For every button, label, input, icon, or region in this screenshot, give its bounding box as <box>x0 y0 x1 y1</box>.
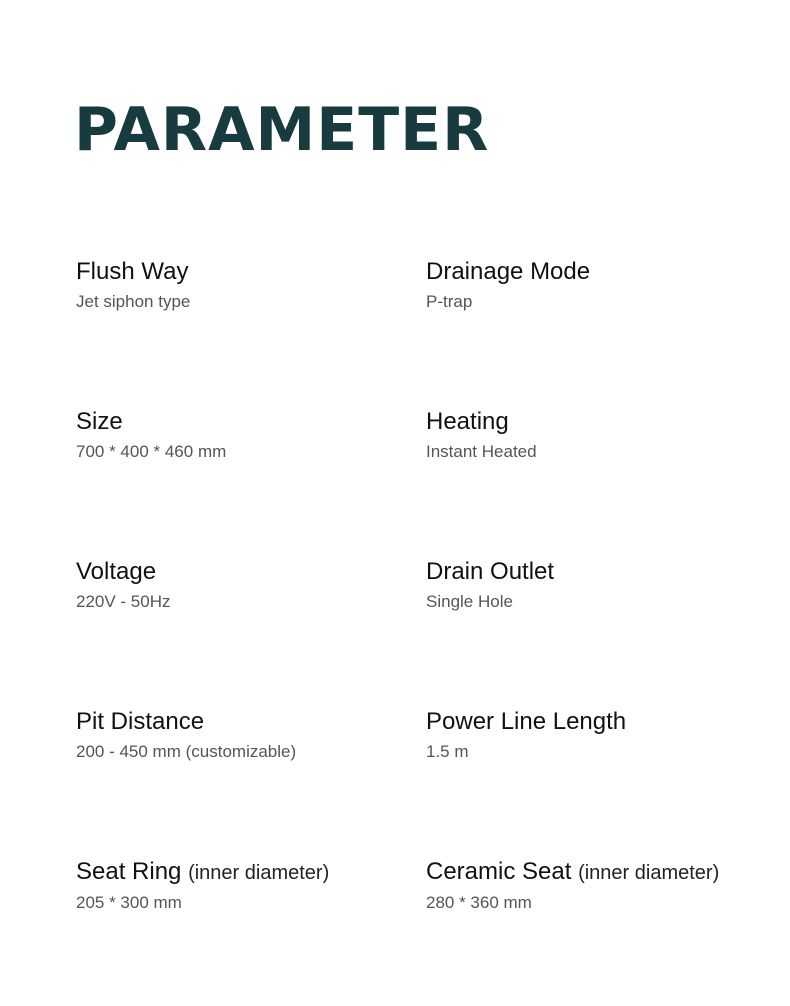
param-value: Jet siphon type <box>76 292 191 311</box>
param-heating <box>426 406 776 556</box>
param-value-main: 200 - 450 mm <box>76 742 181 761</box>
param-label <box>76 856 426 889</box>
param-value <box>76 740 426 764</box>
param-label: Size <box>76 408 123 435</box>
param-label-main: Ceramic Seat <box>426 858 572 885</box>
param-label-main: Seat Ring <box>76 858 182 885</box>
param-value: 205 * 300 mm <box>76 893 182 912</box>
param-power-line-length <box>426 706 776 856</box>
parameter-grid <box>76 256 776 1006</box>
param-value: Single Hole <box>426 592 513 611</box>
param-drainage-mode <box>426 256 776 406</box>
param-label: Pit Distance <box>76 708 205 735</box>
param-value: Instant Heated <box>426 442 537 461</box>
param-value: 280 * 360 mm <box>426 893 532 912</box>
param-size <box>76 406 426 556</box>
page-title: PARAMETER <box>74 95 490 165</box>
param-pit-distance <box>76 706 426 856</box>
param-label: Voltage <box>76 558 157 585</box>
param-flush-way <box>76 256 426 406</box>
param-seat-ring <box>76 856 426 1006</box>
param-voltage <box>76 556 426 706</box>
param-drain-outlet <box>426 556 776 706</box>
param-label-note: (inner diameter) <box>188 862 330 884</box>
param-label: Drainage Mode <box>426 258 591 285</box>
param-label: Heating <box>426 408 509 435</box>
param-ceramic-seat <box>426 856 776 1006</box>
param-value-note: (customizable) <box>185 742 297 761</box>
param-label-note: (inner diameter) <box>578 862 720 884</box>
param-value: 1.5 m <box>426 742 469 761</box>
param-value: 220V - 50Hz <box>76 592 171 611</box>
param-label: Power Line Length <box>426 708 627 735</box>
param-label: Flush Way <box>76 258 189 285</box>
param-label: Drain Outlet <box>426 558 555 585</box>
param-value: P-trap <box>426 292 473 311</box>
param-label <box>426 856 776 889</box>
param-value: 700 * 400 * 460 mm <box>76 442 227 461</box>
